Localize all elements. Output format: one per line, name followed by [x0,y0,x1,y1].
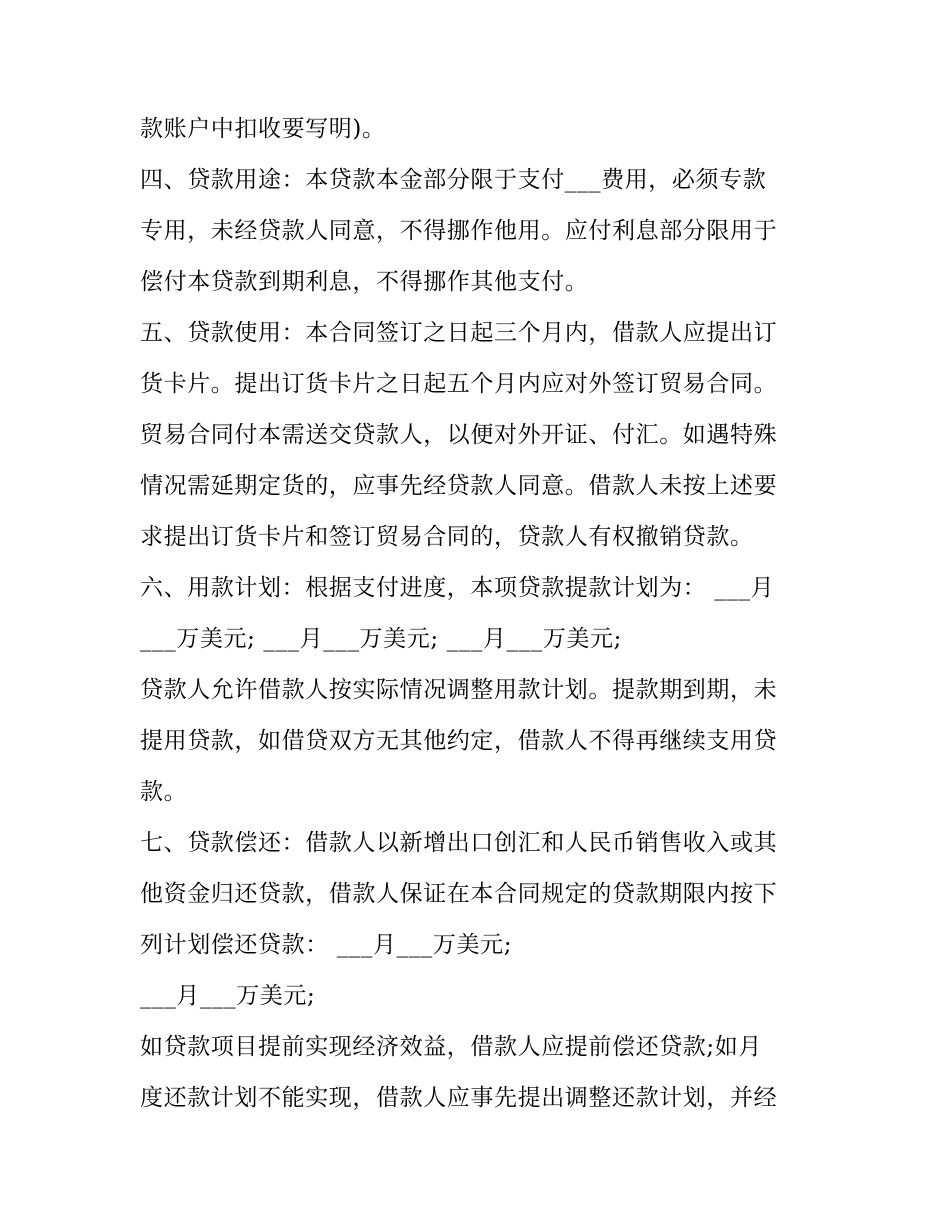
text-line: 六、用款计划：根据支付进度，本项贷款提款计划为： ___月 [140,575,775,601]
text-line: 提用贷款，如借贷双方无其他约定，借款人不得再继续支用贷 [140,728,778,754]
text-line: 四、贷款用途：本贷款本金部分限于支付___费用，必须专款 [140,167,767,193]
text-line: 如贷款项目提前实现经济效益，借款人应提前偿还贷款;如月 [140,1034,762,1060]
text-line: 款账户中扣收要写明)。 [140,116,386,142]
text-line: 贷款人允许借款人按实际情况调整用款计划。提款期到期，未 [140,677,778,703]
text-line: 偿付本贷款到期利息，不得挪作其他支付。 [140,269,589,295]
document-body [140,104,820,1124]
text-line: 贸易合同付本需送交贷款人，以便对外开证、付汇。如遇特殊 [140,422,778,448]
text-line: 他资金归还贷款，借款人保证在本合同规定的贷款期限内按下 [140,881,778,907]
text-line: 款。 [140,779,188,805]
text-line: 专用，未经贷款人同意，不得挪作他用。应付利息部分限用于 [140,218,778,244]
text-line: 度还款计划不能实现，借款人应事先提出调整还款计划，并经 [140,1085,778,1111]
text-line: 五、贷款使用：本合同签订之日起三个月内，借款人应提出订 [140,320,778,346]
text-line: 货卡片。提出订货卡片之日起五个月内应对外签订贸易合同。 [140,371,778,397]
text-line: ___月___万美元; [140,983,316,1009]
text-line: 情况需延期定货的，应事先经贷款人同意。借款人未按上述要 [140,473,778,499]
text-line: 七、贷款偿还：借款人以新增出口创汇和人民币销售收入或其 [140,830,778,856]
text-line: 求提出订货卡片和签订贸易合同的，贷款人有权撤销贷款。 [140,524,754,550]
text-line: ___万美元; ___月___万美元; ___月___万美元; [140,626,622,652]
text-line: 列计划偿还贷款： ___月___万美元; [140,932,513,958]
